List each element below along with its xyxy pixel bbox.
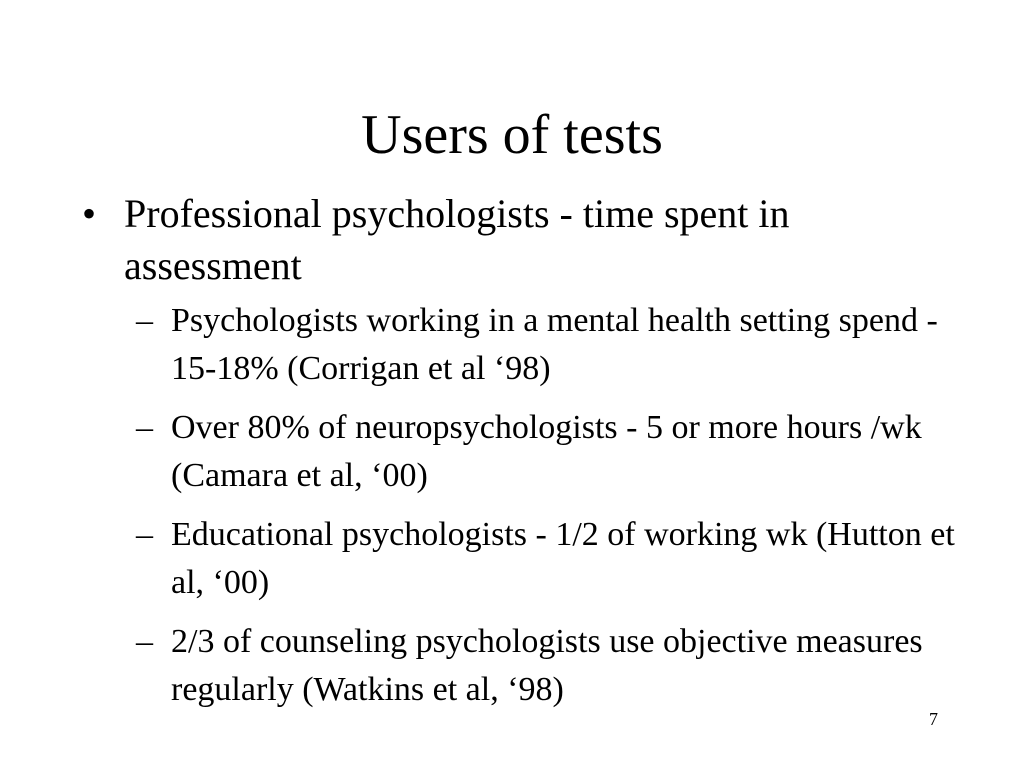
main-bullet-text: Professional psychologists - time spent in assessment (124, 191, 790, 288)
dash-icon: – (136, 409, 153, 446)
slide-title: Users of tests (361, 104, 663, 166)
sub-bullet (136, 297, 962, 393)
sub-bullet (136, 511, 962, 607)
dash-icon: – (136, 516, 153, 553)
sub-bullet (136, 404, 962, 500)
sub-bullet-text: 2/3 of counseling psychologists use objective measures regularly (Watkins et al, ‘98) (171, 623, 923, 708)
sub-bullet-text: Educational psychologists - 1/2 of working wk (Hutton et al, ‘00) (171, 516, 955, 601)
bullet-icon: • (82, 191, 97, 236)
sub-bullet-text: Over 80% of neuropsychologists - 5 or more hours /wk (Camara et al, ‘00) (171, 409, 922, 494)
sub-bullet-text: Psychologists working in a mental health setting spend - 15-18% (Corrigan et al ‘98) (171, 302, 938, 387)
dash-icon: – (136, 623, 153, 660)
dash-icon: – (136, 302, 153, 339)
slide-body (82, 188, 962, 725)
main-bullet (82, 188, 962, 292)
page-number: 7 (929, 709, 938, 729)
sub-bullet (136, 618, 962, 714)
sub-bullet-list (82, 297, 962, 714)
